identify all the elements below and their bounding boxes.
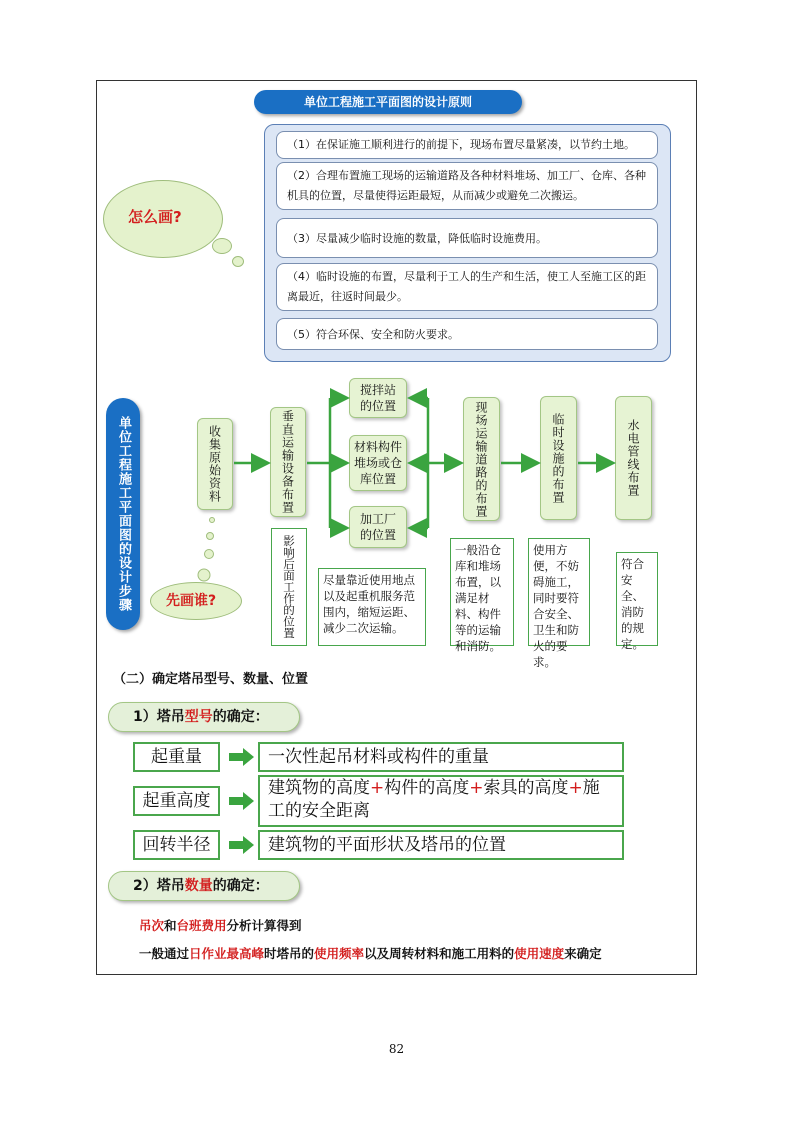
who-label: 先画谁?: [166, 593, 217, 609]
page-number: 82: [388, 1042, 405, 1056]
text-red: 使用速度: [514, 946, 565, 961]
note-vertical: 影响后面工作的位置: [271, 528, 307, 646]
text: 时塔吊的: [264, 946, 315, 961]
text: 一般通过: [139, 946, 190, 961]
text-red: 使用频率: [314, 946, 365, 961]
def-part: 施工的安全距离: [268, 778, 600, 821]
text: 和: [164, 918, 177, 933]
flow-temp: 临时设施的布置: [540, 396, 577, 520]
principle-5: （5）符合环保、安全和防火要求。: [276, 318, 658, 350]
flow-water: 水电管线布置: [615, 396, 652, 520]
def-plus: +: [370, 778, 385, 798]
def-part: 建筑物的高度: [268, 778, 370, 798]
bar-red: 型号: [184, 709, 213, 725]
count-line-1: [139, 916, 302, 934]
text-red: 吊次: [139, 918, 165, 933]
flow-workshop: 加工厂的位置: [349, 506, 407, 548]
def-part: 索具的高度: [483, 778, 569, 798]
text: 来确定: [564, 946, 602, 961]
steps-title: 单位工程施工平面图的设计步骤: [106, 398, 140, 630]
term-lifting-height: 起重高度: [133, 786, 220, 816]
def-radius: 建筑物的平面形状及塔吊的位置: [258, 830, 624, 860]
note-temp: 使用方便，不妨碍施工，同时要符合安全、卫生和防火的要求。: [528, 538, 590, 646]
principles-title: 单位工程施工平面图的设计原则: [254, 90, 522, 114]
flow-vertical: 垂直运输设备布置: [270, 407, 306, 517]
bar-pre: 2）塔吊: [133, 878, 185, 894]
cloud-bubble: [212, 238, 232, 254]
flow-mixer: 搅拌站的位置: [349, 378, 407, 418]
def-plus: +: [469, 778, 484, 798]
principle-3: （3）尽量减少临时设施的数量，降低临时设施费用。: [276, 218, 658, 258]
note-middle: 尽量靠近使用地点以及起重机服务范围内，缩短运距、减少二次运输。: [318, 568, 426, 646]
bar-tower-count: [108, 871, 300, 901]
term-lifting-weight: 起重量: [133, 742, 220, 772]
bar-post: 的确定：: [212, 709, 269, 725]
how-label: 怎么画?: [128, 208, 182, 226]
count-line-2: [139, 944, 602, 962]
principle-1: （1）在保证施工顺利进行的前提下，现场布置尽量紧凑，以节约土地。: [276, 131, 658, 159]
text: 以及周转材料和施工用料的: [364, 946, 515, 961]
flow-collect: 收集原始资料: [197, 418, 233, 510]
text-red: 台班费用: [176, 918, 227, 933]
cloud-bubble: [232, 256, 244, 267]
section-heading: （二）确定塔吊型号、数量、位置: [113, 672, 309, 687]
bar-tower-model: [108, 702, 300, 732]
principle-4: （4）临时设施的布置，尽量利于工人的生产和生活，使工人至施工区的距离最近，往返时间最少。: [276, 263, 658, 311]
note-road: 一般沿仓库和堆场布置，以满足材料、构件等的运输和消防。: [450, 538, 514, 646]
def-plus: +: [568, 778, 583, 798]
def-part: 构件的高度: [384, 778, 470, 798]
bar-post: 的确定：: [212, 878, 269, 894]
def-lifting-height: [258, 775, 624, 827]
bar-red: 数量: [184, 878, 213, 894]
note-water: 符合安全、消防的规定。: [616, 552, 658, 646]
text: 分析计算得到: [226, 918, 302, 933]
term-radius: 回转半径: [133, 830, 220, 860]
principle-2: （2）合理布置施工现场的运输道路及各种材料堆场、加工厂、仓库、各种机具的位置，尽量使得运距最短，从而减少或避免二次搬运。: [276, 162, 658, 210]
flow-road: 现场运输道路的布置: [463, 397, 500, 521]
def-lifting-weight: 一次性起吊材料或构件的重量: [258, 742, 624, 772]
bar-pre: 1）塔吊: [133, 709, 185, 725]
flow-materials: 材料构件堆场或仓库位置: [349, 435, 407, 491]
text-red: 日作业最高峰: [189, 946, 265, 961]
